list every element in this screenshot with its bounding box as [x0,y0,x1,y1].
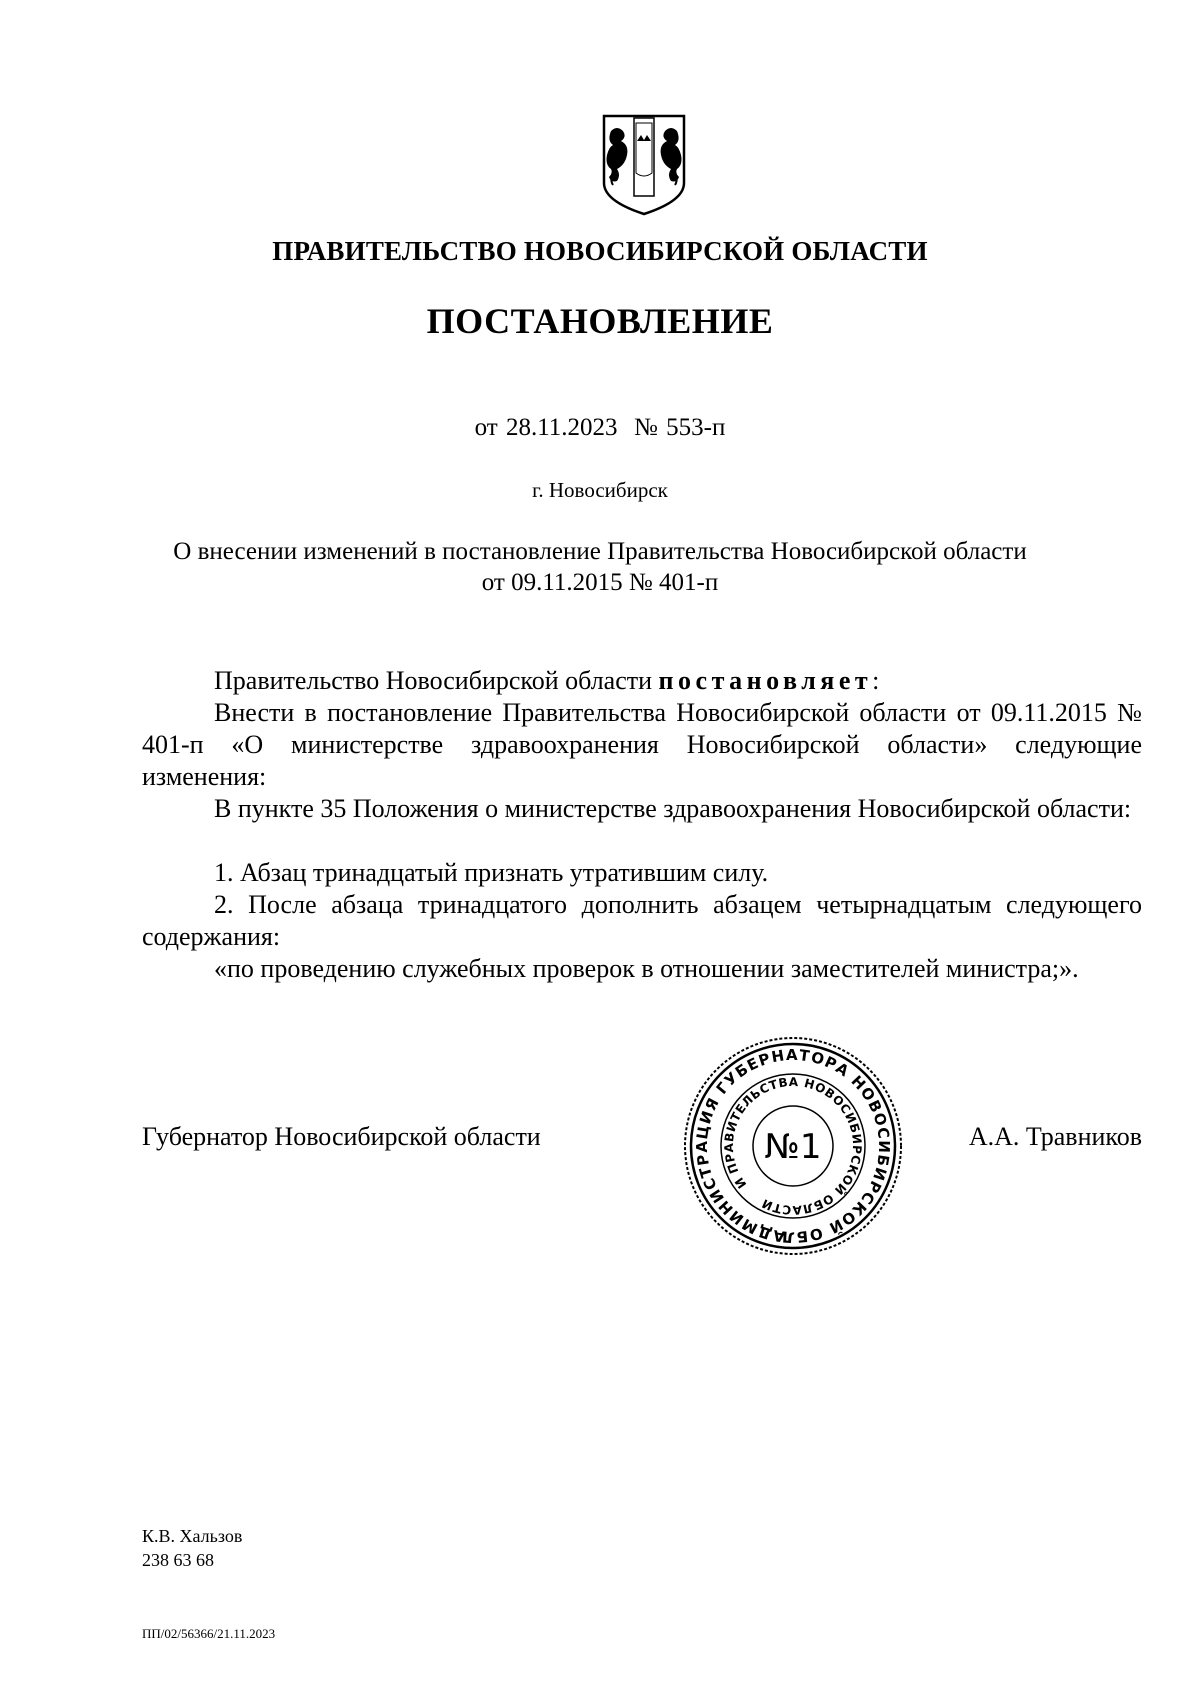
official-seal-stamp [680,1033,906,1259]
authority-name: ПРАВИТЕЛЬСТВО НОВОСИБИРСКОЙ ОБЛАСТИ [272,236,928,266]
document-code: ПП/02/56366/21.11.2023 [142,1626,276,1641]
body-paragraph: Внести в постановление Правительства Новосибирской области от 09.11.2015 № 401-п «О министерстве здравоохранения Новосибирской области» следующие изменения: [142,698,1142,791]
document-city: г. Новосибирск [532,478,668,502]
body-paragraph: 1. Абзац тринадцатый признать утратившим силу. [214,858,769,887]
body-paragraph: 2. После абзаца тринадцатого дополнить абзацем четырнадцатым следующего содержания: [142,890,1142,951]
signatory-position: Губернатор Новосибирской области [142,1122,541,1151]
title-line-2: от 09.11.2015 № 401-п [481,569,719,596]
contact-name: К.В. Хальзов [142,1526,243,1546]
seal-outer-text: АДМИНИСТРАЦИЯ ГУБЕРНАТОРА НОВОСИБИРСКОЙ ОБЛАСТИ [692,1045,894,1247]
preamble-text: Правительство Новосибирской области [214,666,659,695]
seal-inner-text: И ПРАВИТЕЛЬСТВА НОВОСИБИРСКОЙ ОБЛАСТИ [721,1074,865,1218]
contact-phone: 238 63 68 [142,1550,214,1570]
preamble-colon: : [872,666,880,695]
resolves-word: постановляет [658,666,873,695]
coat-of-arms-icon [601,113,687,217]
resolution-preamble [142,665,1142,697]
body-paragraph: В пункте 35 Положения о министерстве здравоохранения Новосибирской области: [214,794,1132,823]
body-paragraph: «по проведению служебных проверок в отношении заместителей министра;». [214,954,1079,983]
seal-center-number: №1 [764,1127,822,1167]
title-line-1: О внесении изменений в постановление Правительства Новосибирской области [173,538,1027,565]
document-date-number: от 28.11.2023 № 553-п [474,414,726,441]
signatory-name: А.А. Травников [968,1122,1142,1151]
document-type: ПОСТАНОВЛЕНИЕ [426,301,774,341]
document-title [0,536,1200,598]
